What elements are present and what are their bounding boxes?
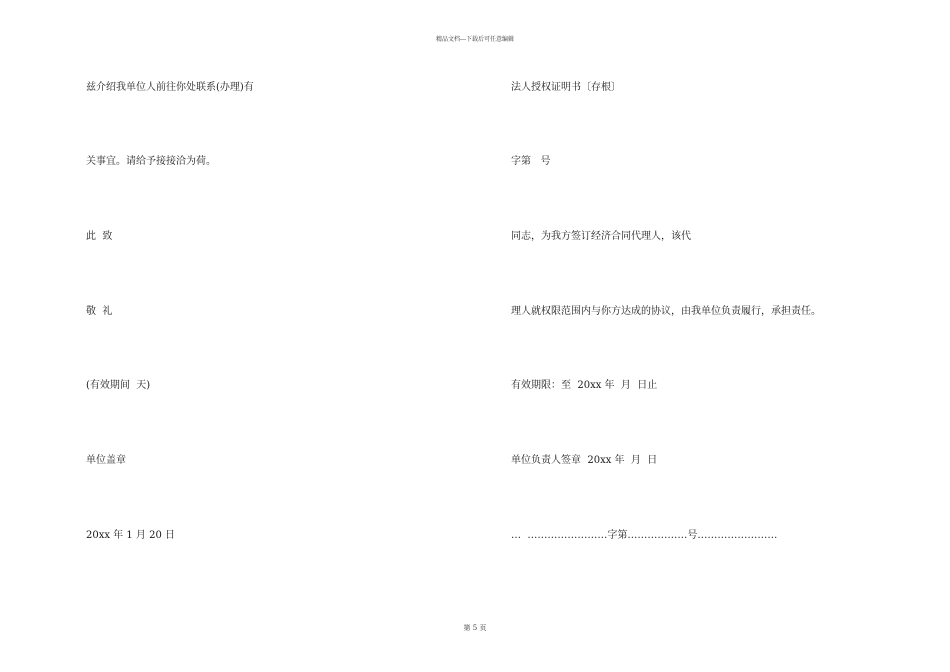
intro-line-1: 兹介绍我单位人前往你处联系(办理)有 bbox=[86, 82, 254, 93]
page-header: 精品文档---下载后可任意编辑 bbox=[435, 36, 515, 43]
intro-line-2: 关事宜。请给予接接洽为荷。 bbox=[86, 156, 216, 167]
validity-line: (有效期间 天) bbox=[86, 380, 151, 391]
document-number-line: 字第 号 bbox=[511, 156, 551, 167]
validity-period-line: 有效期限：至 20xx 年 月 日止 bbox=[511, 380, 658, 391]
salutation-line: 此 致 bbox=[86, 231, 113, 242]
signature-line: 单位负责人签章 20xx 年 月 日 bbox=[511, 455, 658, 466]
date-line: 20xx 年 1 月 20 日 bbox=[86, 530, 175, 541]
dotted-number-line: … ……………………字第………………号…………………… bbox=[511, 530, 778, 541]
agent-line-1: 同志，为我方签订经济合同代理人，该代 bbox=[511, 231, 691, 242]
regards-line: 敬 礼 bbox=[86, 306, 113, 317]
seal-line: 单位盖章 bbox=[86, 455, 126, 466]
agent-line-2: 理人就权限范围内与你方达成的协议，由我单位负责履行，承担责任。 bbox=[511, 306, 821, 317]
certificate-title: 法人授权证明书〔存根〕 bbox=[511, 82, 621, 93]
page-footer: 第 5 页 bbox=[463, 624, 487, 632]
